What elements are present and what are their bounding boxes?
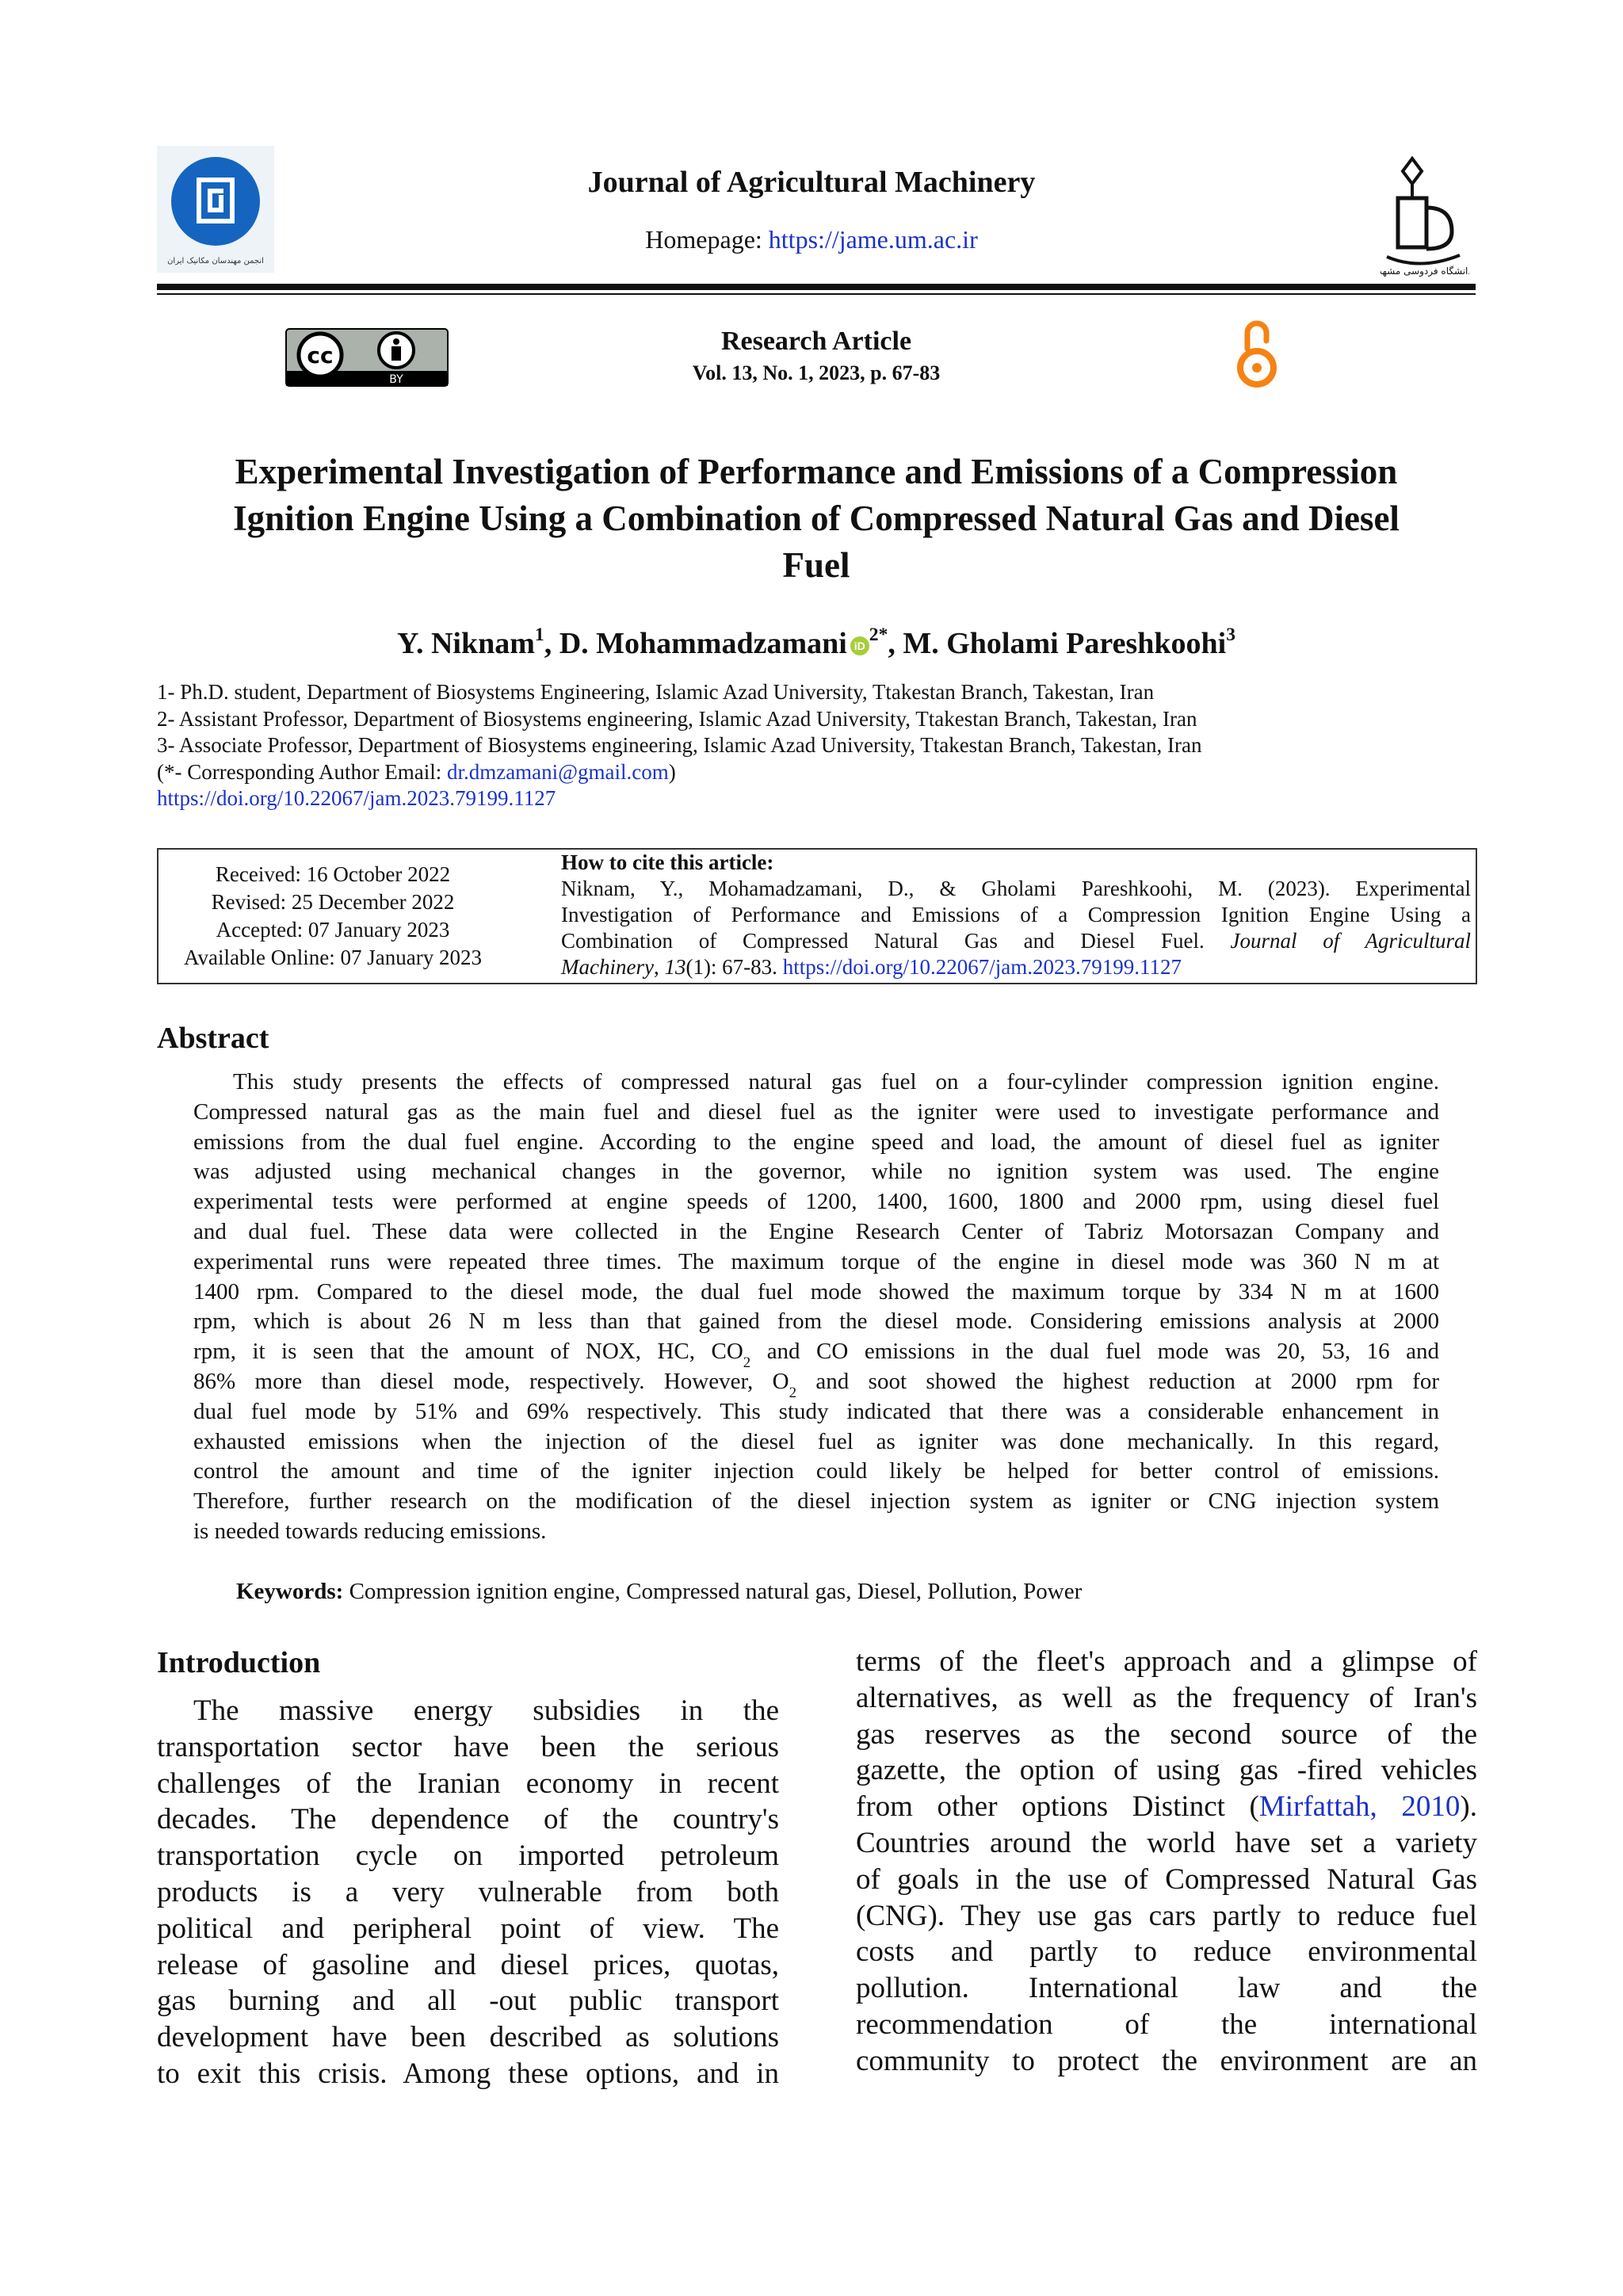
- intro-line: challenges of the Iranian economy in recent: [157, 1767, 779, 1800]
- intro-text: ).: [1460, 1790, 1477, 1824]
- intro-line: Countries around the world have set a variety: [856, 1826, 1477, 1859]
- paper-title-line: Fuel: [782, 545, 850, 585]
- abstract-line: emissions from the dual fuel engine. According to the engine speed and load, the amount of diesel fuel as igniter: [193, 1129, 1439, 1155]
- citation-text: (1): 67-83.: [685, 955, 783, 979]
- author-separator: ,: [888, 627, 903, 660]
- citation-text: ,: [653, 955, 665, 979]
- intro-line: decades. The dependence of the country's: [157, 1803, 779, 1836]
- intro-line: to exit this crisis. Among these options, and in: [157, 2057, 779, 2090]
- intro-line: release of gasoline and diesel prices, quotas,: [157, 1948, 779, 1981]
- intro-line: costs and partly to reduce environmental: [856, 1935, 1477, 1969]
- abstract-line: [193, 1367, 1439, 1401]
- intro-line: alternatives, as well as the frequency of Iran's: [856, 1681, 1477, 1714]
- accepted-date: Accepted: 07 January 2023: [216, 918, 450, 942]
- homepage-line: [444, 225, 1179, 254]
- intro-line: [856, 1789, 1477, 1825]
- header-rule-thin: [157, 293, 1476, 295]
- citation-doi-link[interactable]: https://doi.org/10.22067/jam.2023.79199.1127: [782, 955, 1182, 979]
- author-name: D. Mohammadzamani: [559, 627, 847, 660]
- paper-title-line: Ignition Engine Using a Combination of Compressed Natural Gas and Diesel: [233, 499, 1400, 538]
- affiliation-line: 2- Assistant Professor, Department of Biosystems engineering, Islamic Azad University, Ttakestan Branch, Takestan, Iran: [157, 706, 1197, 731]
- citation-heading: How to cite this article:: [561, 850, 774, 874]
- abstract-line: is needed towards reducing emissions.: [193, 1518, 547, 1544]
- intro-line: pollution. International law and the: [856, 1972, 1477, 2005]
- keywords-label: Keywords:: [236, 1579, 344, 1604]
- intro-line: gazette, the option of using gas -fired vehicles: [856, 1754, 1477, 1787]
- introduction-heading: Introduction: [157, 1646, 321, 1679]
- affiliation-line: 3- Associate Professor, Department of Biosystems engineering, Islamic Azad University, Ttakestan Branch, Takestan, Iran: [157, 733, 1202, 757]
- citation-text: Combination of Compressed Natural Gas and Diesel Fuel.: [561, 929, 1231, 953]
- orcid-icon[interactable]: iD: [850, 636, 869, 655]
- intro-line: community to protect the environment are an: [856, 2044, 1477, 2077]
- journal-society-logo: [157, 146, 274, 273]
- keywords: [236, 1579, 1472, 1605]
- corresponding-author: [157, 759, 1504, 786]
- citation-line: [561, 928, 1471, 954]
- article-dates: [166, 861, 499, 972]
- article-type: Research Article: [720, 327, 912, 356]
- abstract-text: and soot showed the highest reduction at 2000 rpm for: [796, 1368, 1439, 1394]
- author-affiliation-mark: 3: [1226, 625, 1235, 645]
- affiliations: [157, 679, 1504, 812]
- author-affiliation-mark: 2*: [869, 625, 888, 645]
- abstract-line: experimental tests were performed at engine speeds of 1200, 1400, 1600, 1800 and 2000 rpm, using diesel fuel: [193, 1189, 1439, 1215]
- citation-journal: Machinery: [561, 955, 654, 979]
- homepage-label: Homepage:: [645, 225, 769, 254]
- svg-text:cc: cc: [307, 342, 334, 369]
- intro-text: from other options Distinct (: [856, 1790, 1259, 1824]
- abstract-line: control the amount and time of the igniter injection could likely be helped for better control of emissions.: [193, 1458, 1439, 1484]
- introduction-right-column: [856, 1644, 1477, 2080]
- abstract-line: experimental runs were repeated three times. The maximum torque of the engine in diesel mode was 360 N m at: [193, 1248, 1439, 1274]
- article-info-box: [157, 848, 1477, 984]
- doi-link[interactable]: https://doi.org/10.22067/jam.2023.79199.1127: [157, 786, 556, 810]
- author-name: M. Gholami Pareshkoohi: [903, 627, 1227, 660]
- abstract-text: and CO emissions in the dual fuel mode was 20, 53, 16 and: [750, 1339, 1439, 1365]
- intro-line: gas burning and all -out public transport: [157, 1985, 779, 2018]
- abstract-line: This study presents the effects of compressed natural gas fuel on a four-cylinder compression ignition engine.: [233, 1069, 1439, 1095]
- corresponding-email-link[interactable]: dr.dmzamani@gmail.com: [446, 759, 669, 784]
- abstract-text: 86% more than diesel mode, respectively. However, O: [193, 1368, 789, 1394]
- intro-line: political and peripheral point of view. The: [157, 1912, 779, 1945]
- intro-line: products is a very vulnerable from both: [157, 1875, 779, 1908]
- keywords-text: Compression ignition engine, Compressed natural gas, Diesel, Pollution, Power: [343, 1579, 1083, 1604]
- received-date: Received: 16 October 2022: [215, 862, 451, 886]
- introduction-left-column: [157, 1693, 779, 2092]
- intro-line: gas reserves as the second source of the: [856, 1717, 1477, 1751]
- abstract-line: was adjusted using mechanical changes in the governor, while no ignition system was used. The engine: [193, 1159, 1439, 1185]
- header-rule-thick: [157, 284, 1476, 290]
- right-logo-caption: دانشگاه فردوسی مشهد: [1381, 266, 1469, 277]
- abstract-text: rpm, it is seen that the amount of NOX, HC, CO: [193, 1339, 743, 1365]
- intro-line: (CNG). They use gas cars partly to reduce fuel: [856, 1899, 1477, 1932]
- abstract-line: 1400 rpm. Compared to the diesel mode, the dual fuel mode showed the maximum torque by 334 N m at 1600: [193, 1278, 1439, 1305]
- open-access-icon: [1236, 317, 1277, 393]
- author-affiliation-mark: 1: [534, 625, 544, 645]
- citation-line: [561, 954, 1471, 980]
- abstract-line: and dual fuel. These data were collected in the Engine Research Center of Tabriz Motorsazan Company and: [193, 1218, 1439, 1244]
- cc-badge-label: BY: [389, 373, 403, 386]
- abstract-line: Therefore, further research on the modification of the diesel injection system as igniter or CNG injection system: [193, 1488, 1439, 1515]
- email-suffix: ): [668, 759, 676, 784]
- author-name: Y. Niknam: [397, 627, 535, 660]
- journal-title: Journal of Agricultural Machinery: [587, 166, 1036, 199]
- abstract-body: [193, 1068, 1439, 1547]
- intro-line: recommendation of the international: [856, 2008, 1477, 2041]
- paper-title-line: Experimental Investigation of Performance and Emissions of a Compression: [235, 452, 1398, 491]
- affiliation-line: 1- Ph.D. student, Department of Biosystems Engineering, Islamic Azad University, Ttakestan Branch, Takestan, Iran: [157, 680, 1155, 704]
- homepage-link[interactable]: https://jame.um.ac.ir: [768, 225, 978, 254]
- email-prefix: (*- Corresponding Author Email:: [157, 759, 447, 784]
- subscript: 2: [743, 1354, 751, 1371]
- intro-line: terms of the fleet's approach and a glimpse of: [856, 1645, 1477, 1678]
- cc-by-license-badge[interactable]: [285, 328, 449, 387]
- online-date: Available Online: 07 January 2023: [184, 946, 482, 969]
- abstract-line: Compressed natural gas as the main fuel and diesel fuel as the igniter were used to investigate performance and: [193, 1098, 1439, 1125]
- volume-info: Vol. 13, No. 1, 2023, p. 67-83: [692, 361, 941, 384]
- abstract-line: exhausted emissions when the injection of the diesel fuel as igniter was done mechanically. In this regard,: [193, 1428, 1439, 1454]
- revised-date: Revised: 25 December 2022: [211, 890, 455, 914]
- intro-line: development have been described as solutions: [157, 2021, 779, 2054]
- citation-journal: Journal of Agricultural: [1230, 929, 1471, 953]
- citation-volume: 13: [664, 955, 686, 979]
- abstract-line: [193, 1337, 1439, 1371]
- intro-line: transportation sector have been the serious: [157, 1730, 779, 1763]
- intro-line: of goals in the use of Compressed Natural Gas: [856, 1862, 1477, 1896]
- abstract-line: rpm, which is about 26 N m less than that gained from the diesel mode. Considering emissions analysis at 2000: [193, 1308, 1439, 1335]
- reference-link[interactable]: Mirfattah, 2010: [1258, 1790, 1461, 1824]
- citation-line: Niknam, Y., Mohamadzamani, D., & Gholami Pareshkoohi, M. (2023). Experimental: [561, 877, 1471, 900]
- paper-title: [143, 449, 1490, 589]
- left-logo-caption: انجمن مهندسان مکانیک ایران: [167, 257, 264, 266]
- abstract-heading: Abstract: [157, 1022, 269, 1055]
- abstract-line: dual fuel mode by 51% and 69% respectively. This study indicated that there was a considerable enhancement in: [193, 1398, 1439, 1424]
- intro-line: transportation cycle on imported petroleum: [157, 1839, 779, 1873]
- citation-block: [561, 850, 1471, 980]
- author-list: [143, 626, 1490, 661]
- intro-line: The massive energy subsidies in the: [193, 1694, 779, 1727]
- university-logo: [1381, 152, 1469, 279]
- subscript: 2: [789, 1384, 796, 1401]
- author-separator: ,: [544, 627, 559, 660]
- citation-line: Investigation of Performance and Emissions of a Compression Ignition Engine Using a: [561, 903, 1471, 926]
